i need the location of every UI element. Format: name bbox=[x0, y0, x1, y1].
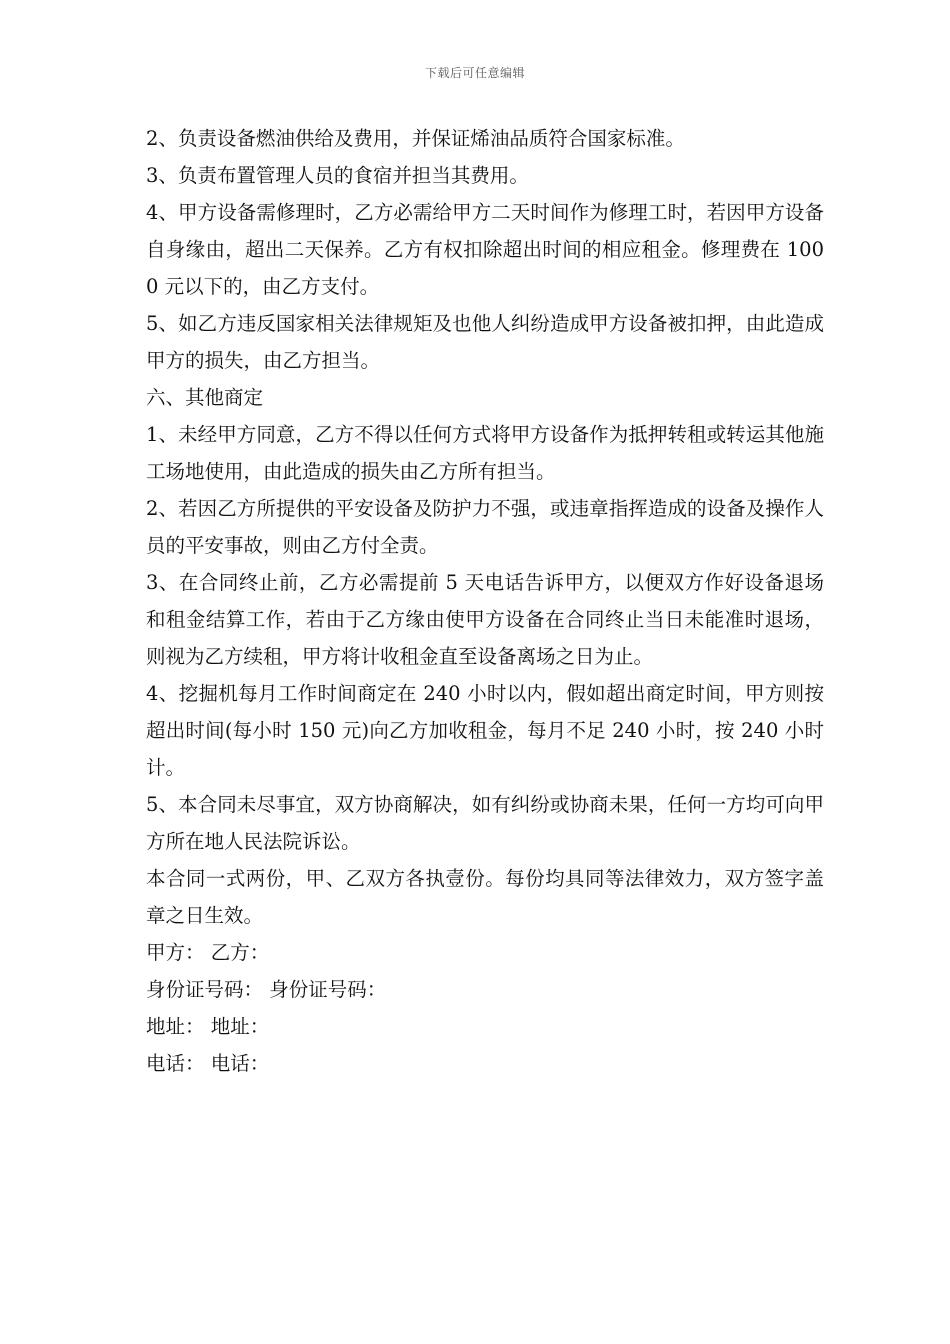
clause-dispute-resolution: 5、本合同未尽事宜，双方协商解决，如有纠纷或协商未果，任何一方均可向甲方所在地人民法院诉讼。 bbox=[146, 793, 824, 853]
clause-staff-lodging: 3、负责布置管理人员的食宿并担当其费用。 bbox=[146, 164, 529, 187]
clause-equipment-repair: 4、甲方设备需修理时，乙方必需给甲方二天时间作为修理工时，若因甲方设备自身缘由，超出二天保养。乙方有权扣除超出时间的相应租金。修理费在 1000 元以下的，由乙方支付。 bbox=[146, 201, 824, 298]
clause-no-sublease: 1、未经甲方同意，乙方不得以任何方式将甲方设备作为抵押转租或转运其他施工场地使用，由此造成的损失由乙方所有担当。 bbox=[146, 423, 824, 483]
signature-id-line: 身份证号码： 身份证号码： bbox=[146, 978, 387, 1001]
clause-safety-responsibility: 2、若因乙方所提供的平安设备及防护力不强，或违章指挥造成的设备及操作人员的平安事故，则由乙方付全责。 bbox=[146, 497, 824, 557]
clause-termination-notice: 3、在合同终止前，乙方必需提前 5 天电话告诉甲方，以便双方作好设备退场和租金结算工作，若由于乙方缘由使甲方设备在合同终止当日未能准时退场，则视为乙方续租，甲方将计收租金直至设备离场之日为止。 bbox=[146, 571, 824, 668]
header-note: 下载后可任意编辑 bbox=[424, 66, 525, 80]
section-heading-other-terms: 六、其他商定 bbox=[146, 386, 264, 409]
clause-copies-validity: 本合同一式两份，甲、乙双方各执壹份。每份均具同等法律效力，双方签字盖章之日生效。 bbox=[146, 867, 824, 927]
signature-address-line: 地址： 地址： bbox=[146, 1015, 270, 1038]
document-body bbox=[146, 120, 824, 1082]
signature-phone-line: 电话： 电话： bbox=[146, 1052, 270, 1075]
clause-fuel-supply: 2、负责设备燃油供给及费用，并保证烯油品质符合国家标准。 bbox=[146, 127, 685, 150]
clause-working-hours: 4、挖掘机每月工作时间商定在 240 小时以内，假如超出商定时间，甲方则按超出时间(每小时 150 元)向乙方加收租金，每月不足 240 小时，按 240 小时计。 bbox=[146, 682, 824, 779]
clause-seizure-liability: 5、如乙方违反国家相关法律规矩及也他人纠纷造成甲方设备被扣押，由此造成甲方的损失，由乙方担当。 bbox=[146, 312, 824, 372]
signature-party-line: 甲方： 乙方： bbox=[146, 941, 270, 964]
